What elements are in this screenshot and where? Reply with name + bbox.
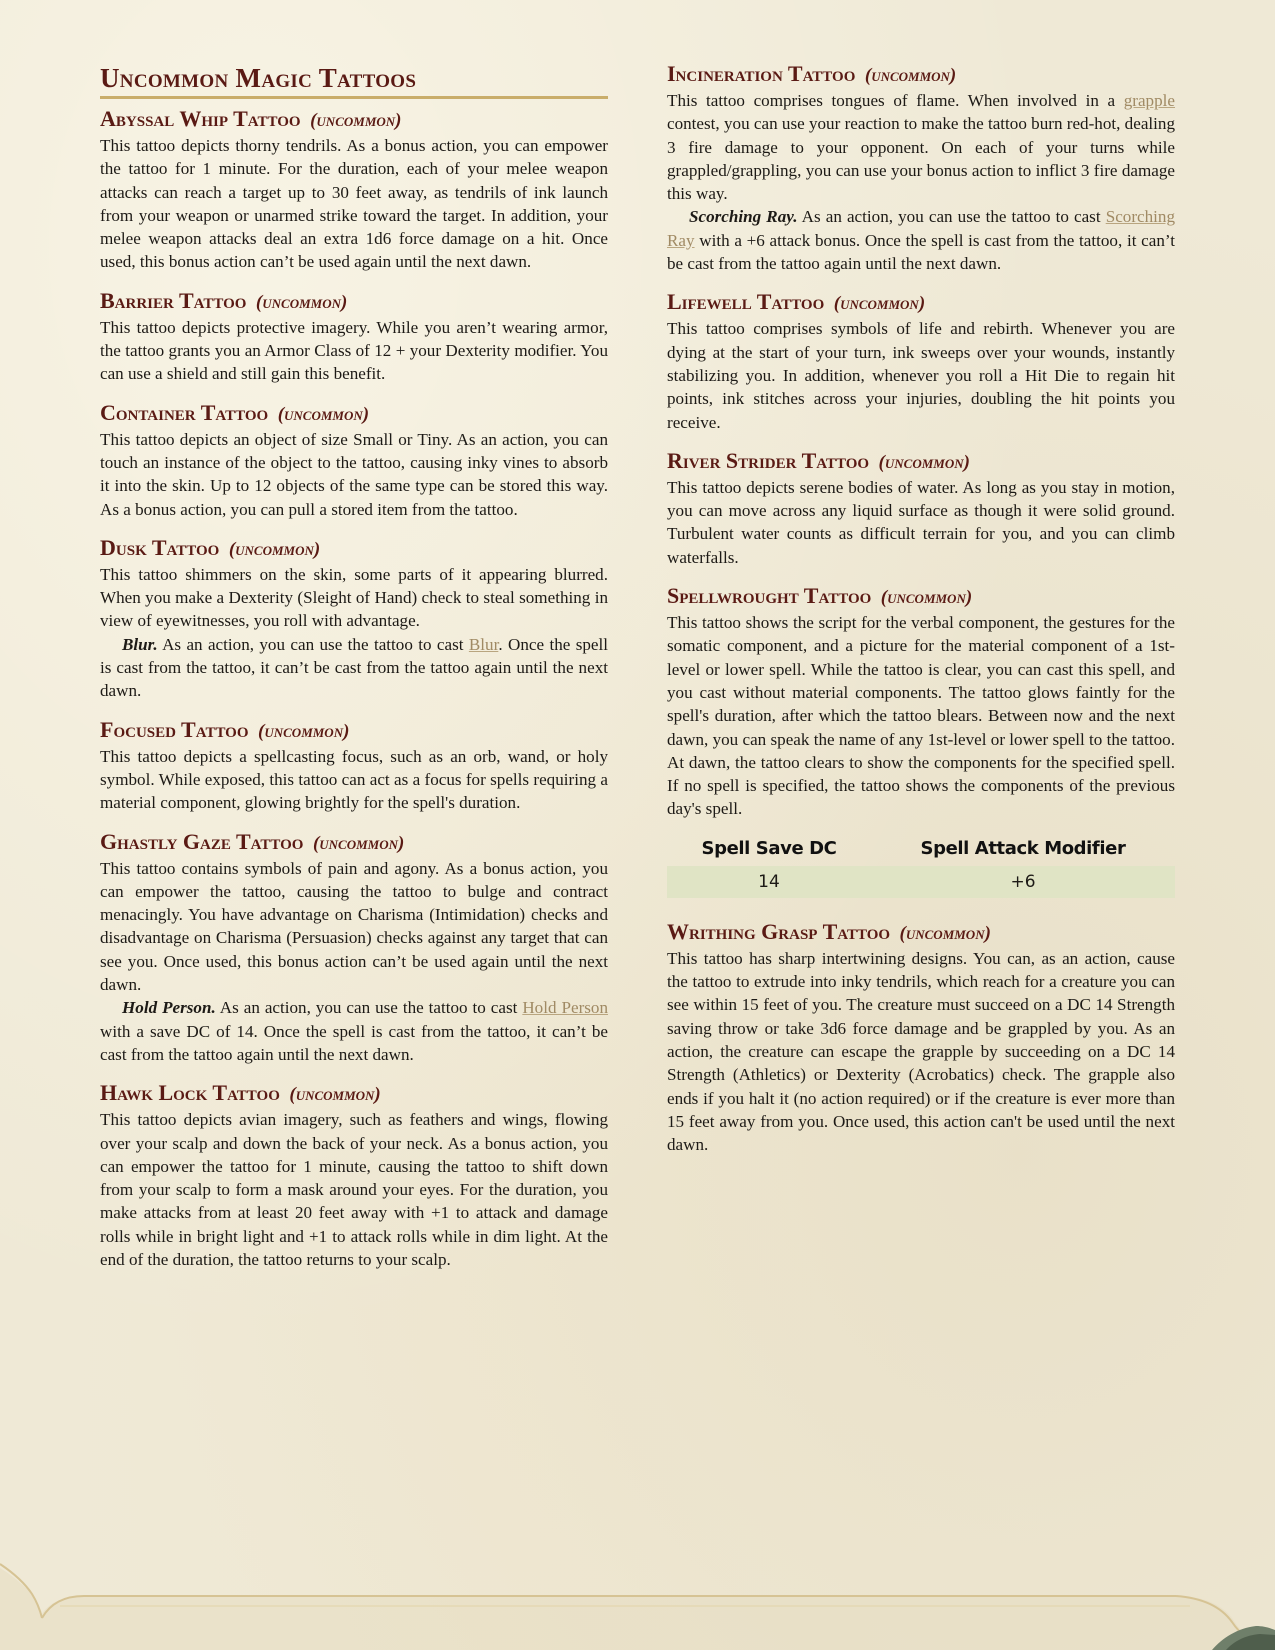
- text-run: As an action, you can use the tattoo to cast: [215, 998, 523, 1018]
- spell-link[interactable]: grapple: [1123, 91, 1175, 110]
- right-item-list-top: [667, 62, 1175, 821]
- item-description: [100, 633, 608, 703]
- item-ghastly-gaze-tattoo: [100, 830, 608, 1067]
- table-cell-attack-modifier: +6: [1010, 871, 1036, 892]
- item-description: [100, 857, 608, 997]
- item-heading: [100, 536, 608, 562]
- item-rarity: (uncommon): [833, 293, 926, 315]
- text-run: As an action, you can use the tattoo to cast: [157, 634, 469, 654]
- item-description: [100, 428, 608, 521]
- item-name: Abyssal Whip Tattoo: [100, 106, 301, 131]
- item-name: Ghastly Gaze Tattoo: [100, 828, 304, 854]
- page-footer-ornament: [0, 1540, 1275, 1650]
- item-dusk-tattoo: [100, 536, 608, 703]
- item-rarity: (uncommon): [277, 403, 370, 425]
- item-river-strider-tattoo: [667, 449, 1175, 569]
- item-heading: [100, 830, 608, 856]
- item-name: Dusk Tattoo: [100, 534, 220, 560]
- item-barrier-tattoo: [100, 289, 608, 386]
- item-description: [667, 89, 1175, 205]
- item-rarity: (uncommon): [310, 110, 402, 131]
- spell-subheading: Blur.: [122, 634, 158, 654]
- item-name: Lifewell Tattoo: [667, 289, 825, 315]
- item-rarity: (uncommon): [258, 720, 350, 742]
- spell-stats-table: [667, 836, 1175, 898]
- item-description: [100, 134, 608, 274]
- text-run: This tattoo shows the script for the verbal component, the gestures for the somatic component, and a picture for the material component of a 1st-level or lower spell. While the tattoo is clear, you can cast this spell, and you cast without material components. The tattoo glows faintly for the spell's duration, after which the tattoo blears. Between now and the next dawn, you can speak the name of any 1st-level or lower spell to the tattoo. At dawn, the tattoo clears to show the components for the specified spell. If no spell is specified, the tattoo shows the components of the previous day's spell.: [667, 613, 1175, 819]
- table-header-attack-modifier: Spell Attack Modifier: [920, 837, 1126, 859]
- text-run: This tattoo shimmers on the skin, some parts of it appearing blurred. When you make a Dexterity (Sleight of Hand) check to steal something in view of eyewitnesses, you roll with advantage.: [100, 564, 608, 631]
- item-description: [100, 563, 608, 633]
- item-heading: [100, 718, 608, 744]
- item-lifewell-tattoo: [667, 290, 1175, 433]
- right-column: [667, 62, 1175, 1171]
- item-heading: [667, 290, 1175, 316]
- text-run: with a save DC of 14. Once the spell is cast from the tattoo, it can’t be cast from the tattoo again until the next dawn.: [100, 1021, 608, 1064]
- spell-link[interactable]: Blur: [468, 634, 499, 654]
- item-name: Container Tattoo: [100, 399, 269, 425]
- table-row: [667, 866, 1175, 898]
- item-description: [667, 476, 1175, 569]
- item-name: Incineration Tattoo: [667, 61, 856, 86]
- table-cell-save-dc: 14: [758, 871, 780, 892]
- item-name: Hawk Lock Tattoo: [100, 1080, 280, 1106]
- text-run: with a +6 attack bonus. Once the spell is cast from the tattoo, it can’t be cast from the tattoo again until the next dawn.: [667, 230, 1175, 274]
- item-description: [100, 996, 608, 1066]
- item-rarity: (uncommon): [228, 538, 321, 560]
- item-heading: [100, 1081, 608, 1107]
- text-run: This tattoo comprises symbols of life and rebirth. Whenever you are dying at the start of your turn, ink sweeps over your wounds, instantly stabilizing you. In addition, whenever you roll a Hit Die to regain hit points, ink stitches across your injuries, doubling the hit points you receive.: [667, 319, 1175, 432]
- item-rarity: (uncommon): [255, 291, 348, 313]
- item-heading: [667, 449, 1175, 475]
- spell-subheading: Hold Person.: [122, 998, 216, 1018]
- item-name: River Strider Tattoo: [667, 447, 870, 473]
- right-item-list-bottom: [667, 920, 1175, 1157]
- item-description: [100, 1108, 608, 1271]
- text-run: This tattoo depicts a spellcasting focus, such as an orb, wand, or holy symbol. While exposed, this tattoo can act as a focus for spells requiring a material component, glowing brightly for the spell's duration.: [100, 746, 608, 813]
- spell-link[interactable]: Hold Person: [522, 998, 609, 1018]
- item-container-tattoo: [100, 401, 608, 521]
- item-focused-tattoo: [100, 718, 608, 815]
- item-description: [667, 611, 1175, 821]
- page-title: Uncommon Magic Tattoos: [100, 62, 608, 99]
- table-header-save-dc: Spell Save DC: [701, 837, 837, 859]
- item-name: Barrier Tattoo: [100, 287, 247, 313]
- table-header-row: [667, 836, 1175, 862]
- left-column: [100, 62, 608, 1286]
- item-rarity: (uncommon): [880, 587, 973, 609]
- text-run: This tattoo depicts thorny tendrils. As a bonus action, you can empower the tattoo for 1 minute. For the duration, each of your melee weapon attacks can reach a target up to 30 feet away, as tendrils of ink launch from your weapon or unarmed strike toward the target. In addition, your melee weapon attacks deal an extra 1d6 force damage on a hit. Once used, this bonus action can’t be used again until the next dawn.: [100, 136, 608, 272]
- item-rarity: (uncommon): [878, 451, 970, 473]
- spell-link[interactable]: Scorching Ray: [667, 207, 1175, 250]
- item-heading: [100, 289, 608, 315]
- text-run: This tattoo depicts an object of size Small or Tiny. As an action, you can touch an instance of the object to the tattoo, causing inky vines to absorb it into the skin. Up to 12 objects of the same type can be stored this way. As a bonus action, you can pull a stored item from the tattoo.: [100, 429, 608, 519]
- item-name: Writhing Grasp Tattoo: [667, 918, 891, 944]
- spell-subheading: Scorching Ray.: [689, 207, 798, 227]
- item-description: [667, 317, 1175, 433]
- text-run: This tattoo has sharp intertwining designs. You can, as an action, cause the tattoo to extrude into inky tendrils, which reach for a creature you can see within 15 feet of you. The creature must succeed on a DC 14 Strength saving throw or take 3d6 force damage and be grappled by you. As an action, the creature can escape the grapple by succeeding on a DC 14 Strength (Athletics) or Dexterity (Acrobatics) check. The grapple also ends if you halt it (no action required) or if the creature is ever more than 15 feet away from you. Once used, this action can't be used until the next dawn.: [667, 948, 1175, 1155]
- item-spellwrought-tattoo: [667, 584, 1175, 821]
- text-run: This tattoo depicts avian imagery, such as feathers and wings, flowing over your scalp and down the back of your neck. As a bonus action, you can empower the tattoo for 1 minute, causing the tattoo to shift down from your scalp to form a mask around your eyes. For the duration, you make attacks from at least 20 feet away with +1 to attack and damage rolls while in bright light and +1 to attack rolls while in dim light. At the end of the duration, the tattoo returns to your scalp.: [100, 1110, 608, 1269]
- item-rarity: (uncommon): [289, 1084, 381, 1106]
- item-description: [100, 745, 608, 815]
- item-rarity: (uncommon): [864, 65, 957, 86]
- text-run: This tattoo comprises tongues of flame. When involved in a: [667, 91, 1124, 110]
- item-description: [667, 947, 1175, 1157]
- item-heading: [667, 62, 1175, 88]
- text-run: . Once the spell is cast from the tattoo, it can’t be cast from the tattoo again until the next dawn.: [100, 634, 608, 701]
- text-run: contest, you can use your reaction to make the tattoo burn red-hot, dealing 3 fire damage to your opponent. On each of your turns while grappled/grappling, you can use your bonus action to inflict 3 fire damage this way.: [667, 114, 1175, 204]
- text-run: This tattoo depicts serene bodies of water. As long as you stay in motion, you can move across any liquid surface as though it were solid ground. Turbulent water counts as difficult terrain for you, and you can climb waterfalls.: [667, 477, 1175, 567]
- item-description: [100, 316, 608, 386]
- text-run: This tattoo depicts protective imagery. While you aren’t wearing armor, the tattoo grants you an Armor Class of 12 + your Dexterity modifier. You can use a shield and still gain this benefit.: [100, 317, 608, 384]
- item-heading: [667, 584, 1175, 610]
- left-item-list: [100, 107, 608, 1271]
- item-name: Focused Tattoo: [100, 716, 249, 742]
- item-heading: [100, 401, 608, 427]
- text-run: As an action, you can use the tattoo to cast: [797, 207, 1106, 227]
- item-incineration-tattoo: [667, 62, 1175, 275]
- item-name: Spellwrought Tattoo: [667, 583, 872, 609]
- item-abyssal-whip-tattoo: [100, 107, 608, 274]
- item-description: [667, 205, 1175, 275]
- item-rarity: (uncommon): [899, 922, 991, 944]
- text-run: This tattoo contains symbols of pain and agony. As a bonus action, you can empower the tattoo, causing the tattoo to bulge and contract menacingly. You have advantage on Charisma (Intimidation) checks and disadvantage on Charisma (Persuasion) checks against any target that can see you. Once used, this bonus action can’t be used again until the next dawn.: [100, 858, 608, 995]
- item-writhing-grasp-tattoo: [667, 920, 1175, 1157]
- item-rarity: (uncommon): [312, 832, 405, 854]
- item-heading: [100, 107, 608, 133]
- item-hawk-lock-tattoo: [100, 1081, 608, 1271]
- item-heading: [667, 920, 1175, 946]
